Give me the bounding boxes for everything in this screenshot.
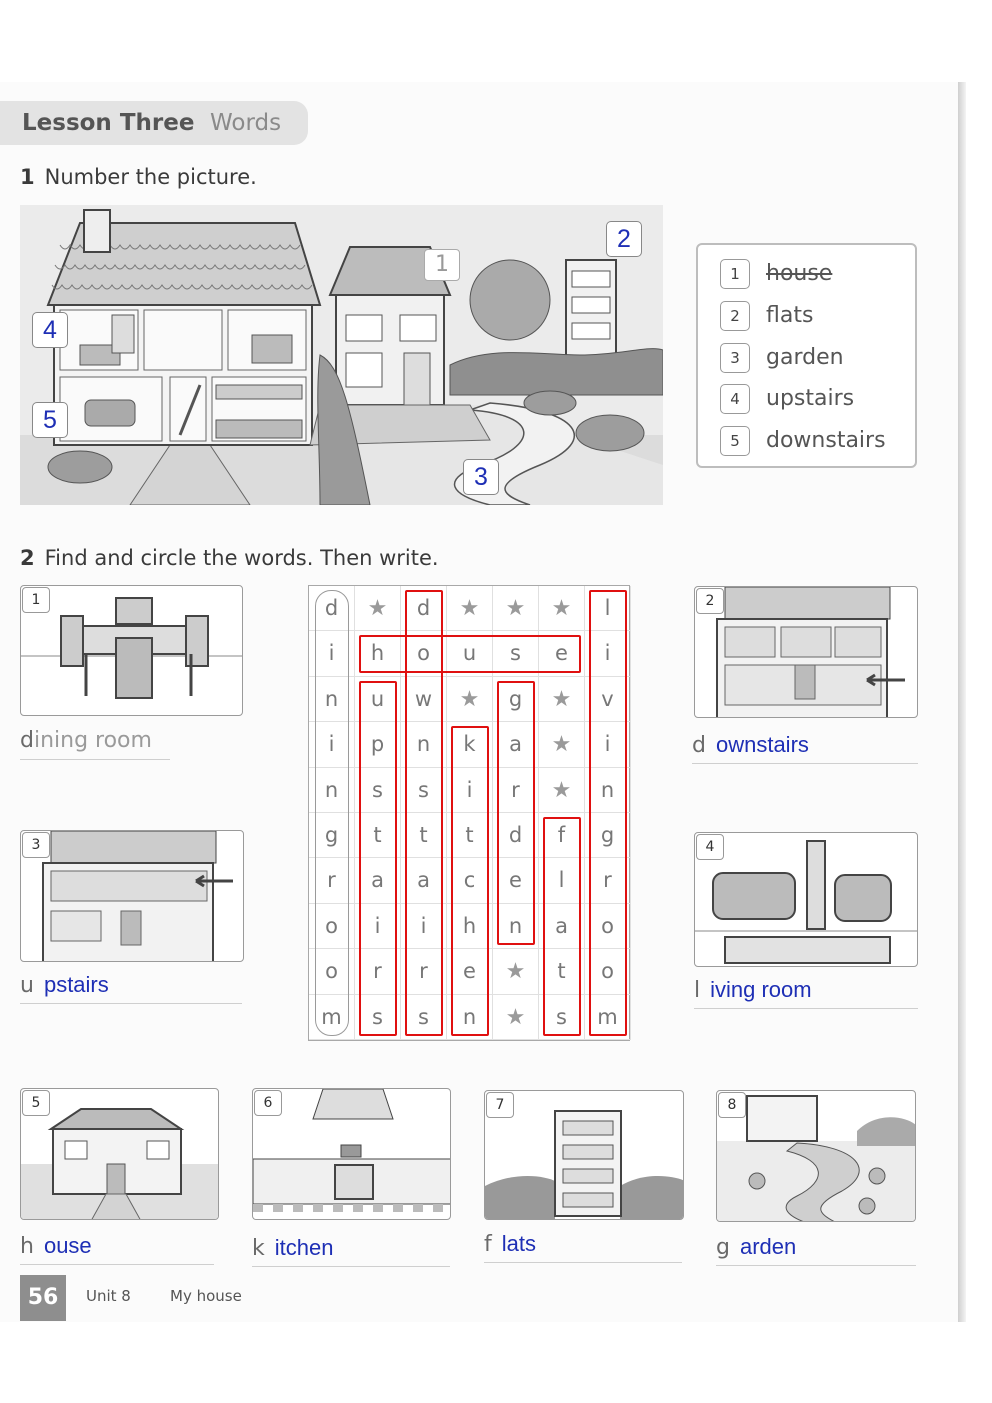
grid-letter-cell[interactable]: r [493,768,539,813]
word-search-grid [308,585,630,1041]
grid-letter-cell[interactable]: h [447,904,493,949]
grid-star-cell[interactable]: ★ [355,586,401,631]
grid-letter-cell[interactable]: p [355,722,401,767]
task1-number: 1 [20,165,35,189]
grid-letter-cell[interactable]: o [401,631,447,676]
grid-letter-cell[interactable]: i [355,904,401,949]
grid-letter-cell[interactable]: a [401,858,447,903]
answer-first-letter: d [692,733,706,758]
circle-upstairs [359,681,397,1036]
grid-letter-cell[interactable]: m [585,995,631,1040]
picture-number: 4 [696,834,724,860]
word-number: 4 [720,384,750,414]
answer-line-6[interactable] [252,1235,450,1267]
grid-letter-cell[interactable]: w [401,677,447,722]
answer-handwritten-text: iving room [710,977,812,1002]
circle-downstairs [405,590,443,1036]
grid-letter-cell[interactable]: n [309,768,355,813]
grid-letter-cell[interactable]: a [355,858,401,903]
answer-handwritten-text: pstairs [43,972,109,997]
word-text: upstairs [766,386,855,411]
answer-first-letter: h [20,1234,34,1259]
answer-example-text: ining room [33,728,152,753]
word-number: 3 [720,343,750,373]
grid-letter-cell[interactable]: d [493,813,539,858]
downstairs-illustration [695,587,918,718]
grid-letter-cell[interactable]: v [585,677,631,722]
grid-letter-cell[interactable]: s [539,995,585,1040]
picture-living-room [694,832,918,967]
page-binding-edge [958,82,966,1322]
grid-letter-cell[interactable]: t [355,813,401,858]
grid-letter-cell[interactable]: n [447,995,493,1040]
word-text: flats [766,303,814,328]
task2-heading [20,546,439,570]
grid-letter-cell[interactable]: n [585,768,631,813]
footer-topic: My house [170,1287,242,1305]
picture-number: 3 [22,832,50,858]
circle-living-room [589,590,627,1036]
answer-line-7[interactable] [484,1231,682,1263]
grid-letter-cell[interactable]: d [401,586,447,631]
grid-letter-cell[interactable]: u [447,631,493,676]
grid-letter-cell[interactable]: s [401,768,447,813]
picture-dining-room [20,585,243,716]
picture-number: 8 [718,1092,746,1118]
circle-kitchen [451,726,489,1036]
picture-number: 6 [254,1090,282,1116]
picture-number: 2 [696,588,724,614]
grid-letter-cell[interactable]: g [309,813,355,858]
grid-star-cell[interactable]: ★ [539,677,585,722]
house-illustration [21,1089,219,1220]
grid-letter-cell[interactable]: t [401,813,447,858]
grid-letter-cell[interactable]: m [309,995,355,1040]
word-number: 1 [720,259,750,289]
grid-letter-cell[interactable]: i [309,722,355,767]
dining-room-illustration [21,586,243,716]
grid-letter-cell[interactable]: n [493,904,539,949]
grid-letter-cell[interactable]: d [309,586,355,631]
lesson-banner [0,101,308,145]
scene-label-downstairs[interactable]: 5 [32,402,68,438]
answer-first-letter: u [20,973,34,998]
page-number: 56 [20,1275,66,1321]
grid-letter-cell[interactable]: g [585,813,631,858]
grid-letter-cell[interactable]: l [585,586,631,631]
answer-line-4[interactable] [694,977,918,1009]
lesson-title: Lesson Three [22,110,195,136]
grid-letter-cell[interactable]: r [401,949,447,994]
upstairs-illustration [21,831,244,962]
grid-letter-cell[interactable]: s [355,995,401,1040]
flats-illustration [485,1091,684,1220]
footer-unit: Unit 8 [86,1287,131,1305]
scene-label-flats[interactable]: 2 [606,221,642,257]
grid-letter-cell[interactable]: o [309,904,355,949]
grid-star-cell[interactable]: ★ [447,677,493,722]
grid-letter-cell[interactable]: g [493,677,539,722]
task2-number: 2 [20,546,35,570]
grid-star-cell[interactable]: ★ [539,722,585,767]
kitchen-illustration [253,1089,451,1220]
answer-handwritten-text: arden [739,1234,797,1259]
word-number: 5 [720,426,750,456]
word-list-box [696,243,917,468]
picture-kitchen [252,1088,451,1220]
answer-first-letter: k [252,1236,265,1261]
answer-line-1 [20,728,170,760]
circle-house [359,635,581,672]
example-circle-dining-room [315,590,349,1036]
grid-star-cell[interactable]: ★ [493,586,539,631]
grid-letter-cell[interactable]: s [355,768,401,813]
grid-letter-cell[interactable]: f [539,813,585,858]
picture-garden [716,1090,916,1222]
task1-heading [20,165,257,189]
word-number: 2 [720,301,750,331]
grid-letter-cell[interactable]: r [309,858,355,903]
answer-line-3[interactable] [20,972,242,1004]
word-text: downstairs [766,428,886,453]
scene-label-upstairs[interactable]: 4 [32,312,68,348]
grid-letter-cell[interactable]: i [585,631,631,676]
circle-flats [543,817,581,1036]
grid-letter-cell[interactable]: o [309,949,355,994]
grid-letter-cell[interactable]: e [493,858,539,903]
answer-first-letter: g [716,1235,730,1260]
grid-letter-cell[interactable]: e [539,631,585,676]
scene-label-house-example: 1 [424,249,460,281]
lesson-subtitle: Words [210,110,282,136]
answer-handwritten-text: ownstairs [715,732,809,757]
answer-first-letter: d [20,728,34,753]
grid-letter-cell[interactable]: e [447,949,493,994]
grid-star-cell[interactable]: ★ [493,995,539,1040]
word-text: house [766,261,833,286]
picture-upstairs [20,830,244,962]
grid-letter-cell[interactable]: a [493,722,539,767]
house-scene-picture [20,205,663,505]
answer-line-2[interactable] [692,732,918,764]
grid-letter-cell[interactable]: c [447,858,493,903]
word-text: garden [766,345,844,370]
picture-downstairs [694,586,918,718]
grid-star-cell[interactable]: ★ [493,949,539,994]
garden-illustration [717,1091,916,1222]
picture-number: 5 [22,1090,50,1116]
grid-letter-cell[interactable]: n [401,722,447,767]
answer-handwritten-text: itchen [274,1235,334,1260]
answer-first-letter: l [694,978,701,1003]
grid-letter-cell[interactable]: u [355,677,401,722]
grid-letter-cell[interactable]: r [355,949,401,994]
circle-garden [497,681,535,945]
grid-letter-cell[interactable]: i [309,631,355,676]
grid-letter-cell[interactable]: k [447,722,493,767]
grid-letter-cell[interactable]: n [309,677,355,722]
living-room-illustration [695,833,918,967]
grid-star-cell[interactable]: ★ [447,586,493,631]
grid-letter-cell[interactable]: i [401,904,447,949]
grid-letter-cell[interactable]: o [585,904,631,949]
picture-flats [484,1090,684,1220]
grid-letter-cell[interactable]: o [585,949,631,994]
grid-letter-cell[interactable]: t [539,949,585,994]
grid-letter-cell[interactable]: i [585,722,631,767]
grid-star-cell[interactable]: ★ [539,768,585,813]
task1-instruction: Number the picture. [44,165,257,189]
grid-letter-cell[interactable]: i [447,768,493,813]
picture-house [20,1088,219,1220]
answer-handwritten-text: ouse [43,1233,92,1258]
house-scene-illustration [20,205,663,505]
grid-letter-cell[interactable]: s [493,631,539,676]
grid-letter-cell[interactable]: a [539,904,585,949]
scene-label-garden[interactable]: 3 [463,459,499,495]
picture-number: 1 [22,587,50,613]
grid-letter-cell[interactable]: s [401,995,447,1040]
grid-letter-cell[interactable]: r [585,858,631,903]
answer-line-8[interactable] [716,1234,916,1266]
task2-instruction: Find and circle the words. Then write. [44,546,439,570]
grid-star-cell[interactable]: ★ [539,586,585,631]
answer-line-5[interactable] [20,1233,214,1265]
grid-letter-cell[interactable]: l [539,858,585,903]
grid-letter-cell[interactable]: t [447,813,493,858]
answer-first-letter: f [484,1232,492,1257]
answer-handwritten-text: lats [501,1231,536,1256]
grid-letter-cell[interactable]: h [355,631,401,676]
picture-number: 7 [486,1092,514,1118]
